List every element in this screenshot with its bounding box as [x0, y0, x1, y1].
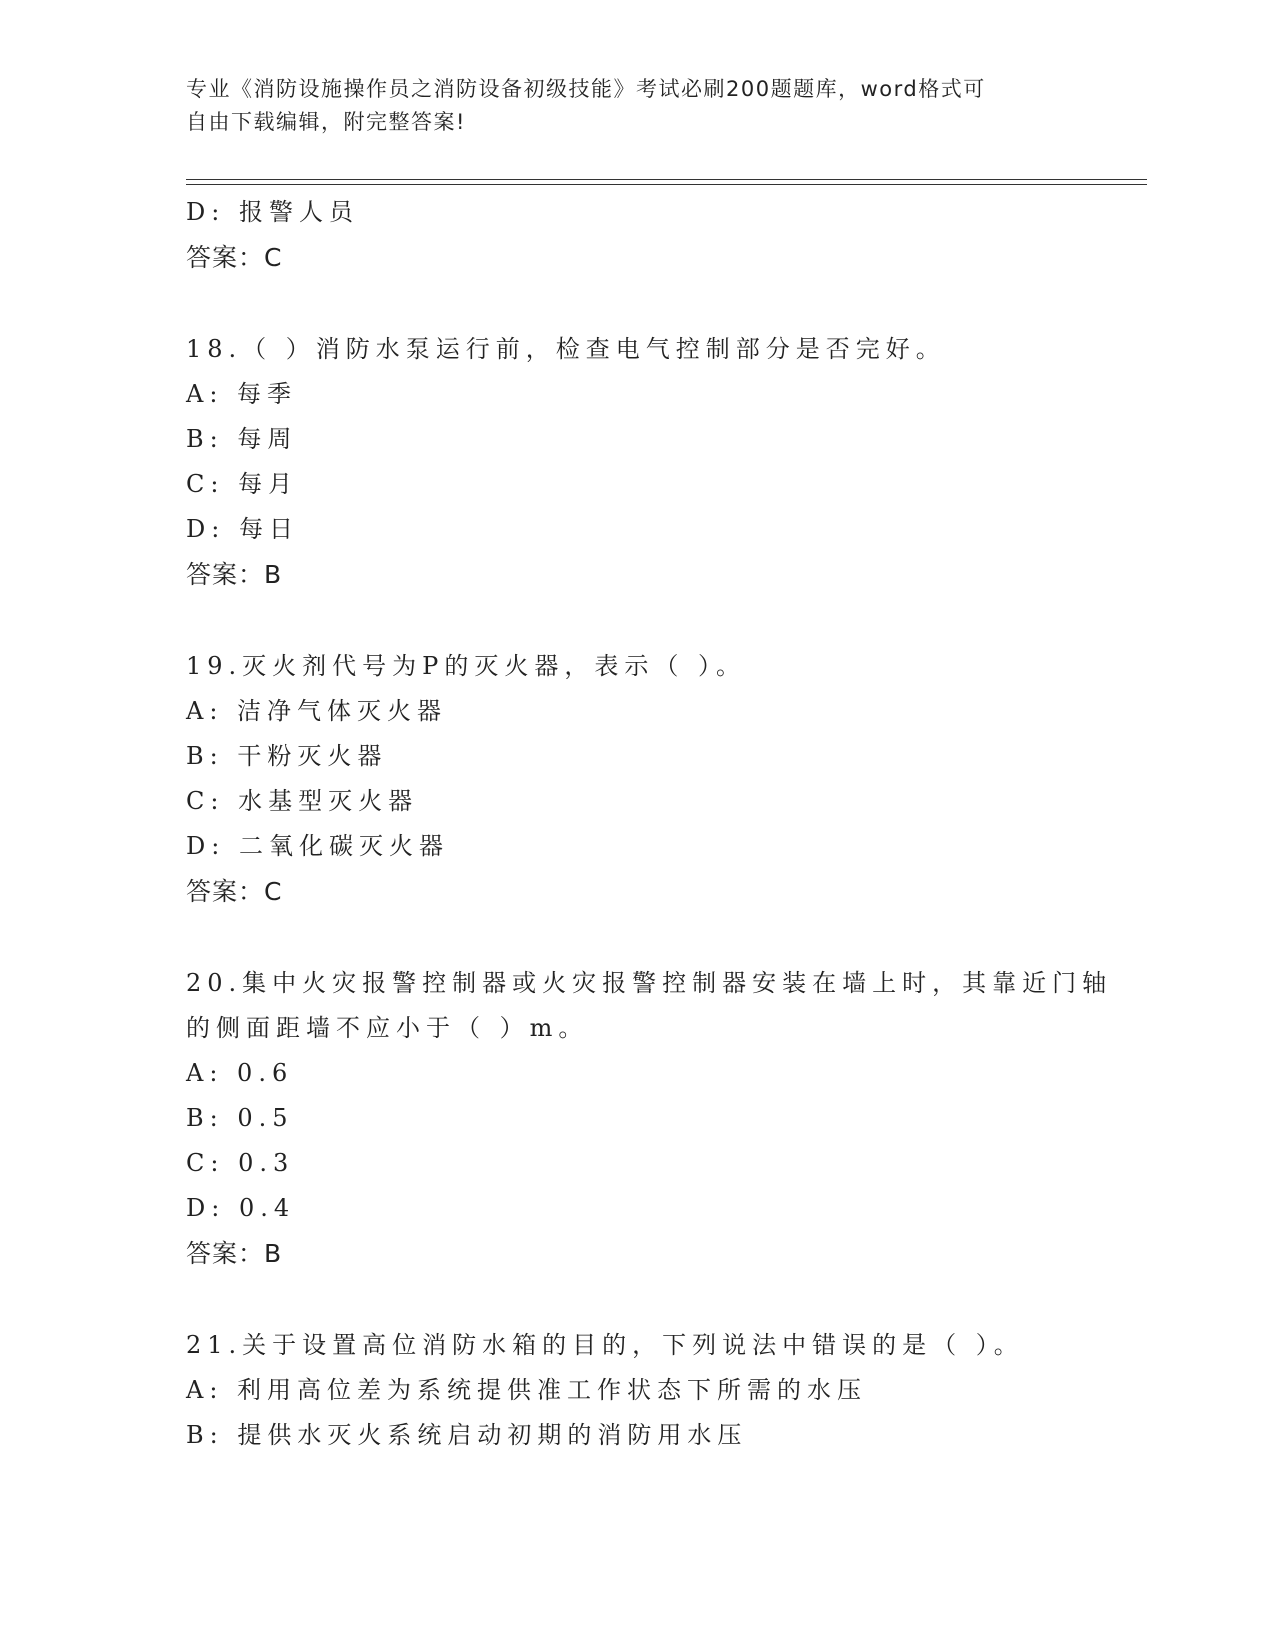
option-a: A: 洁净气体灭火器	[186, 697, 448, 725]
option-a: A: 0.6	[186, 1059, 294, 1087]
option-d: D: 报警人员	[186, 198, 359, 226]
question-19	[186, 644, 1146, 914]
option-d: D: 二氧化碳灭火器	[186, 832, 449, 860]
document-header	[186, 73, 1086, 139]
question-17-tail	[186, 190, 1146, 280]
question-stem: 18.（ ）消防水泵运行前，检查电气控制部分是否完好。	[186, 335, 946, 363]
answer-line: 答案：B	[186, 1239, 283, 1268]
answer-line: 答案：C	[186, 243, 283, 272]
option-c: C: 每月	[186, 470, 299, 498]
option-b: B: 每周	[186, 425, 298, 453]
question-21	[186, 1323, 1146, 1458]
question-20	[186, 961, 1146, 1276]
option-c: C: 0.3	[186, 1149, 295, 1177]
question-stem: 21.关于设置高位消防水箱的目的，下列说法中错误的是（ ）。	[186, 1331, 1024, 1359]
option-c: C: 水基型灭火器	[186, 787, 419, 815]
question-stem-line-1: 20.集中火灾报警控制器或火灾报警控制器安装在墙上时，其靠近门轴	[186, 969, 1113, 997]
option-b: B: 0.5	[186, 1104, 294, 1132]
question-list	[186, 190, 1146, 1458]
header-divider-bottom	[186, 184, 1147, 185]
question-18	[186, 327, 1146, 597]
header-line-1: 专业《消防设施操作员之消防设备初级技能》考试必刷200题题库，word格式可	[186, 77, 986, 101]
question-stem-line-2: 的侧面距墙不应小于（ ）m。	[186, 1014, 589, 1042]
header-line-2: 自由下载编辑，附完整答案!	[186, 110, 466, 134]
answer-line: 答案：B	[186, 560, 283, 589]
answer-line: 答案：C	[186, 877, 283, 906]
option-b: B: 干粉灭火器	[186, 742, 388, 770]
option-a: A: 利用高位差为系统提供准工作状态下所需的水压	[186, 1376, 868, 1404]
question-stem: 19.灭火剂代号为P的灭火器，表示（ ）。	[186, 652, 746, 680]
header-divider-top	[186, 179, 1147, 180]
option-d: D: 每日	[186, 515, 299, 543]
option-d: D: 0.4	[186, 1194, 296, 1222]
option-a: A: 每季	[186, 380, 298, 408]
option-b: B: 提供水灭火系统启动初期的消防用水压	[186, 1421, 748, 1449]
